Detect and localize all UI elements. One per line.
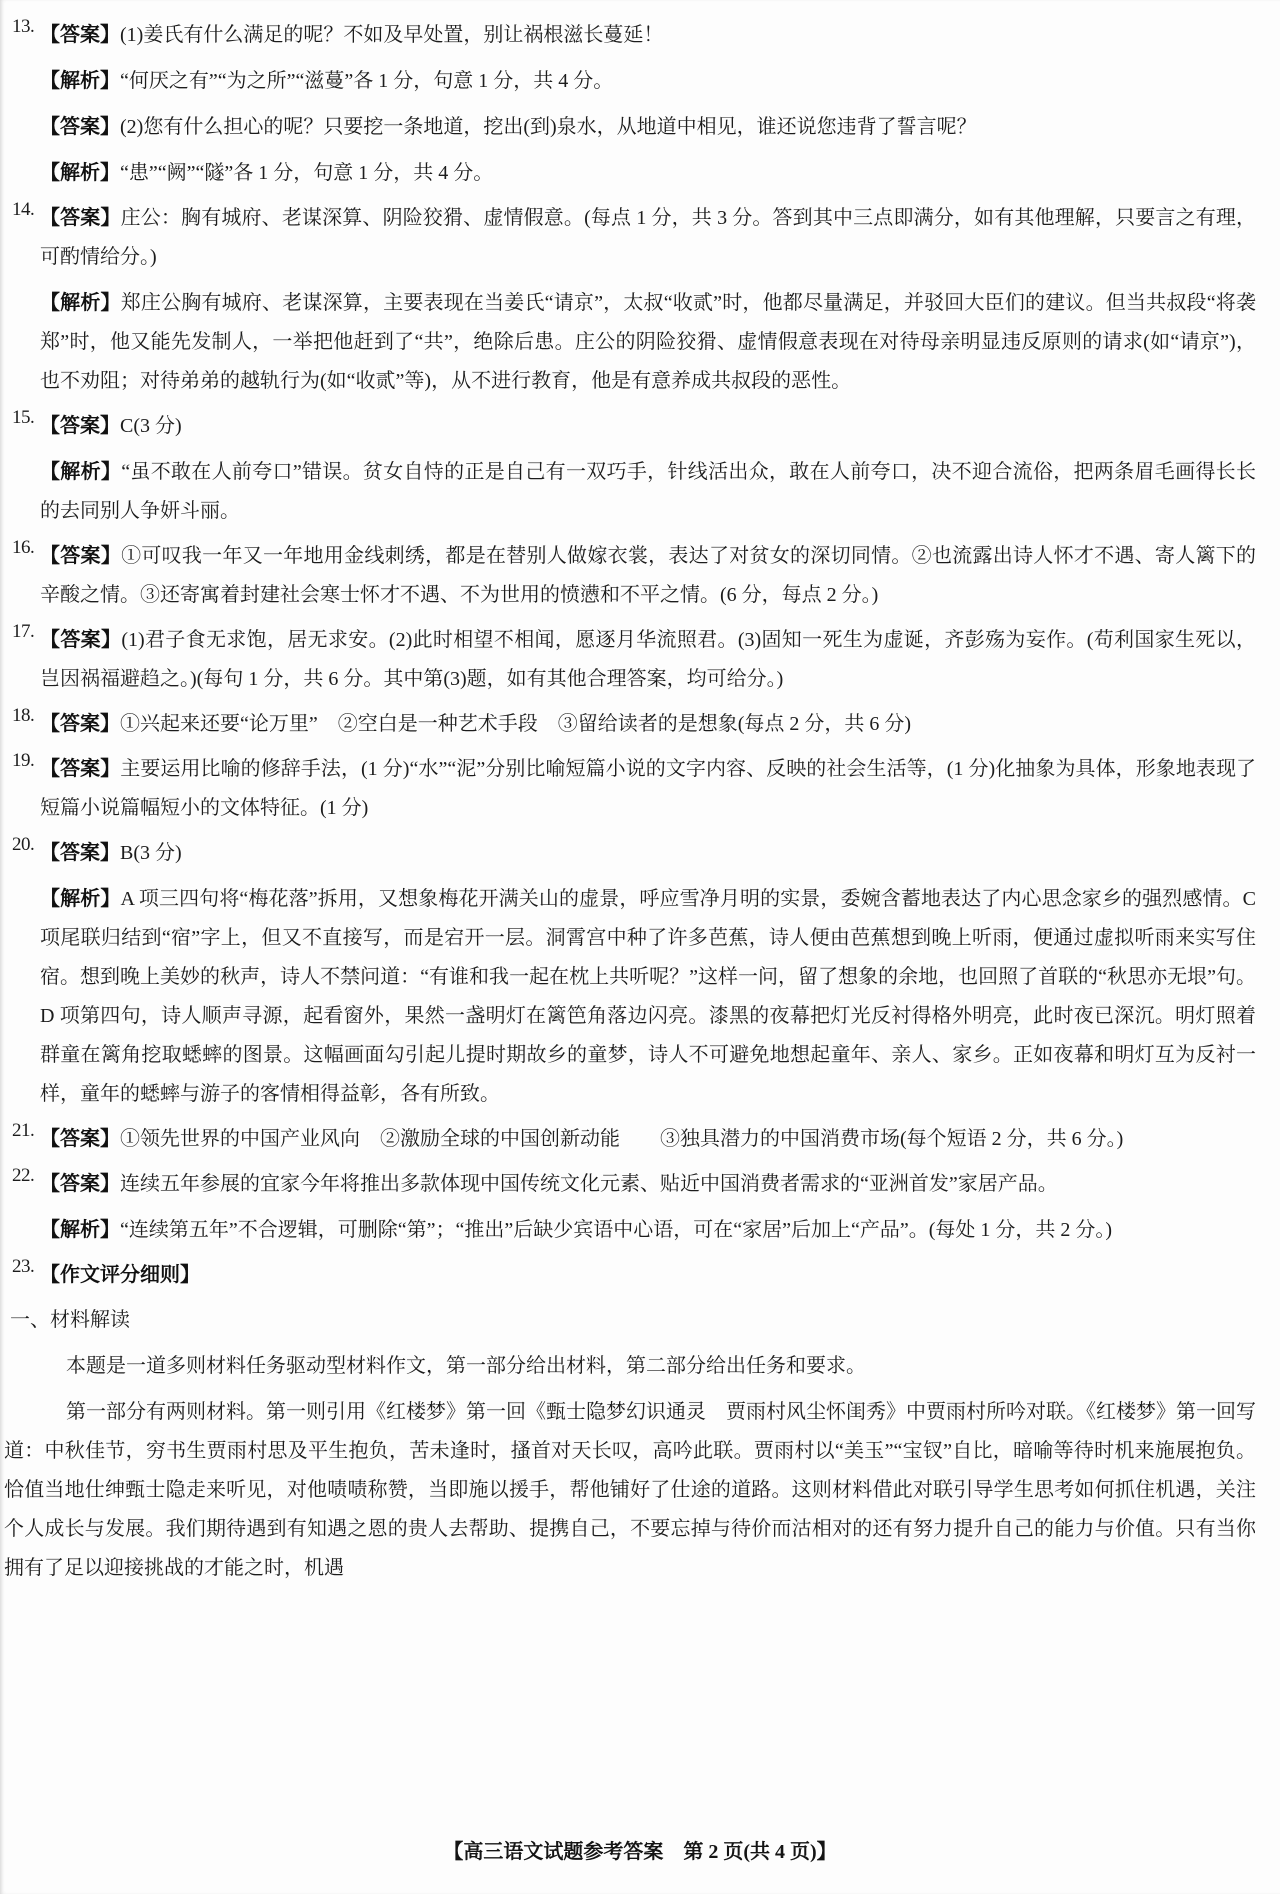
answer-text: 庄公：胸有城府、老谋深算、阴险狡猾、虚情假意。(每点 1 分，共 3 分。答到其中三点即满分，如有其他理解，只要言之有理，可酌情给分。) [40,207,1256,268]
answer-text: ①领先世界的中国产业风向 ②激励全球的中国创新动能 ③独具潜力的中国消费市场(每个短语 2 分，共 6 分。) [120,1128,1124,1150]
analysis-block [40,154,1256,193]
answer-block [40,199,1256,277]
answer-item-21 [12,1120,1256,1159]
item-number: 17. [12,621,35,642]
item-number: 21. [12,1120,35,1141]
answer-block [40,108,1256,147]
answer-tag: 【答案】 [40,758,121,780]
essay-rubric-title: 【作文评分细则】 [40,1264,200,1286]
answer-tag: 【答案】 [40,207,121,229]
answer-item-20 [12,834,1256,1114]
answer-text: 主要运用比喻的修辞手法，(1 分)“水”“泥”分别比喻短篇小说的文字内容、反映的社会生活等，(1 分)化抽象为具体，形象地表现了短篇小说篇幅短小的文体特征。(1 分) [40,758,1257,819]
analysis-text: “虽不敢在人前夸口”错误。贫女自恃的正是自己有一双巧手，针线活出众，敢在人前夸口，决不迎合流俗，把两条眉毛画得长长的去同别人争妍斗丽。 [40,461,1256,522]
item-number: 16. [12,537,35,558]
answer-block [40,621,1256,699]
analysis-tag: 【解析】 [40,461,122,483]
analysis-block [40,453,1256,531]
answer-block [40,705,1256,744]
answer-text: (2)您有什么担心的呢？只要挖一条地道，挖出(到)泉水，从地道中相见，谁还说您违背了誓言呢？ [120,116,977,138]
analysis-text: A 项三四句将“梅花落”拆用，又想象梅花开满关山的虚景，呼应雪净月明的实景，委婉含蓄地表达了内心思念家乡的强烈感情。C 项尾联归结到“宿”字上，但又不直接写，而是宕开一层。洞霄宫中种了许多芭蕉，诗人便由芭蕉想到晚上听雨，便通过虚拟听雨来实写住宿。想到晚上美妙的秋声，诗人不禁问道：“有谁和我一起在枕上共听呢？”这样一问，留了想象的余地，也回照了首联的“秋思亦无垠”句。D 项第四句，诗人顺声寻源，起看窗外，果然一盏明灯在篱笆角落边闪亮。漆黑的夜幕把灯光反衬得格外明亮，此时夜已深沉。明灯照着群童在篱角挖取蟋蟀的图景。这幅画面勾引起儿提时期故乡的童梦，诗人不可避免地想起童年、亲人、家乡。正如夜幕和明灯互为反衬一样，童年的蟋蟀与游子的客情相得益彰，各有所致。 [40,888,1257,1105]
answer-tag: 【答案】 [40,415,120,437]
analysis-tag: 【解析】 [40,888,121,910]
answer-item-14 [12,199,1256,401]
answer-block [40,407,1256,446]
answer-item-19 [12,750,1256,828]
analysis-text: “连续第五年”不合逻辑，可删除“第”；“推出”后缺少宾语中心语，可在“家居”后加上“产品”。(每处 1 分，共 2 分。) [120,1219,1113,1241]
answer-text: C(3 分) [120,415,182,437]
analysis-tag: 【解析】 [40,1219,120,1241]
answer-text: ①兴起来还要“论万里” ②空白是一种艺术手段 ③留给读者的是想象(每点 2 分，共 6 分) [120,713,912,735]
answer-tag: 【答案】 [40,1173,120,1195]
analysis-text: “患”“阙”“隧”各 1 分，句意 1 分，共 4 分。 [120,162,494,184]
answer-block [40,1120,1256,1159]
analysis-tag: 【解析】 [40,70,120,92]
answer-tag: 【答案】 [40,629,122,651]
answer-item-18 [12,705,1256,744]
analysis-block [40,880,1256,1114]
answer-item-13 [12,16,1256,193]
analysis-tag: 【解析】 [40,292,121,314]
item-number: 19. [12,750,35,771]
analysis-block [40,284,1256,401]
item-number: 20. [12,834,35,855]
page-footer: 【高三语文试题参考答案 第 2 页(共 4 页)】 [443,1841,837,1863]
answer-block [40,1165,1256,1204]
answer-item-23 [12,1256,1256,1295]
answer-block [40,834,1256,873]
analysis-text: “何厌之有”“为之所”“滋蔓”各 1 分，句意 1 分，共 4 分。 [120,70,614,92]
answer-text: (1)姜氏有什么满足的呢？不如及早处置，别让祸根滋长蔓延！ [120,24,664,46]
answer-tag: 【答案】 [40,545,122,567]
answer-item-15 [12,407,1256,531]
answer-text: (1)君子食无求饱，居无求安。(2)此时相望不相闻，愿逐月华流照君。(3)固知一死生为虚诞，齐彭殇为妄作。(苟利国家生死以，岂因祸福避趋之。)(每句 1 分，共 6 分。其中第(3)题，如有其他合理答案，均可给分。) [40,629,1257,690]
answer-text: ①可叹我一年又一年地用金线刺绣，都是在替别人做嫁衣裳，表达了对贫女的深切同情。②也流露出诗人怀才不遇、寄人篱下的辛酸之情。③还寄寓着封建社会寒士怀才不遇、不为世用的愤懑和不平之情。(6 分，每点 2 分。) [40,545,1257,606]
rubric-paragraph: 本题是一道多则材料任务驱动型材料作文，第一部分给出材料，第二部分给出任务和要求。 [66,1355,866,1377]
answer-text: 连续五年参展的宜家今年将推出多款体现中国传统文化元素、贴近中国消费者需求的“亚洲首发”家居产品。 [120,1173,1058,1195]
analysis-block [40,1211,1256,1250]
answer-item-16 [12,537,1256,615]
answer-item-22 [12,1165,1256,1250]
answer-item-17 [12,621,1256,699]
rubric-paragraph: 第一部分有两则材料。第一则引用《红楼梦》第一回《甄士隐梦幻识通灵 贾雨村风尘怀闺秀》中贾雨村所吟对联。《红楼梦》第一回写道：中秋佳节，穷书生贾雨村思及平生抱负，苦未逢时，搔首对天长叹，高吟此联。贾雨村以“美玉”“宝钗”自比，暗喻等待时机来施展抱负。恰值当地仕绅甄士隐走来听见，对他啧啧称赞，当即施以援手，帮他铺好了仕途的道路。这则材料借此对联引导学生思考如何抓住机遇，关注个人成长与发展。我们期待遇到有知遇之恩的贵人去帮助、提携自己，不要忘掉与待价而沽相对的还有努力提升自己的能力与价值。只有当你拥有了足以迎接挑战的才能之时，机遇 [4,1401,1256,1579]
item-number: 22. [12,1165,35,1186]
analysis-text: 郑庄公胸有城府、老谋深算，主要表现在当姜氏“请京”，太叔“收贰”时，他都尽量满足，并驳回大臣们的建议。但当共叔段“将袭郑”时，他又能先发制人，一举把他赶到了“共”，绝除后患。庄公的阴险狡猾、虚情假意表现在对待母亲明显违反原则的请求(如“请京”)，也不劝阻；对待弟弟的越轨行为(如“收贰”等)，从不进行教育，他是有意养成共叔段的恶性。 [40,292,1256,392]
item-number: 23. [12,1256,35,1277]
answer-tag: 【答案】 [40,713,120,735]
answer-tag: 【答案】 [40,842,120,864]
item-number: 13. [12,16,35,37]
answer-tag: 【答案】 [40,1128,120,1150]
analysis-tag: 【解析】 [40,162,120,184]
item-number: 14. [12,199,35,220]
answer-text: B(3 分) [120,842,182,864]
answer-tag: 【答案】 [40,24,120,46]
item-number: 15. [12,407,35,428]
essay-rubric-title-block [40,1256,1256,1295]
rubric-section-heading: 一、材料解读 [10,1309,130,1331]
answer-block [40,750,1256,828]
answer-tag: 【答案】 [40,116,120,138]
answer-block [40,537,1256,615]
answer-block [40,16,1256,55]
item-number: 18. [12,705,35,726]
analysis-block [40,62,1256,101]
